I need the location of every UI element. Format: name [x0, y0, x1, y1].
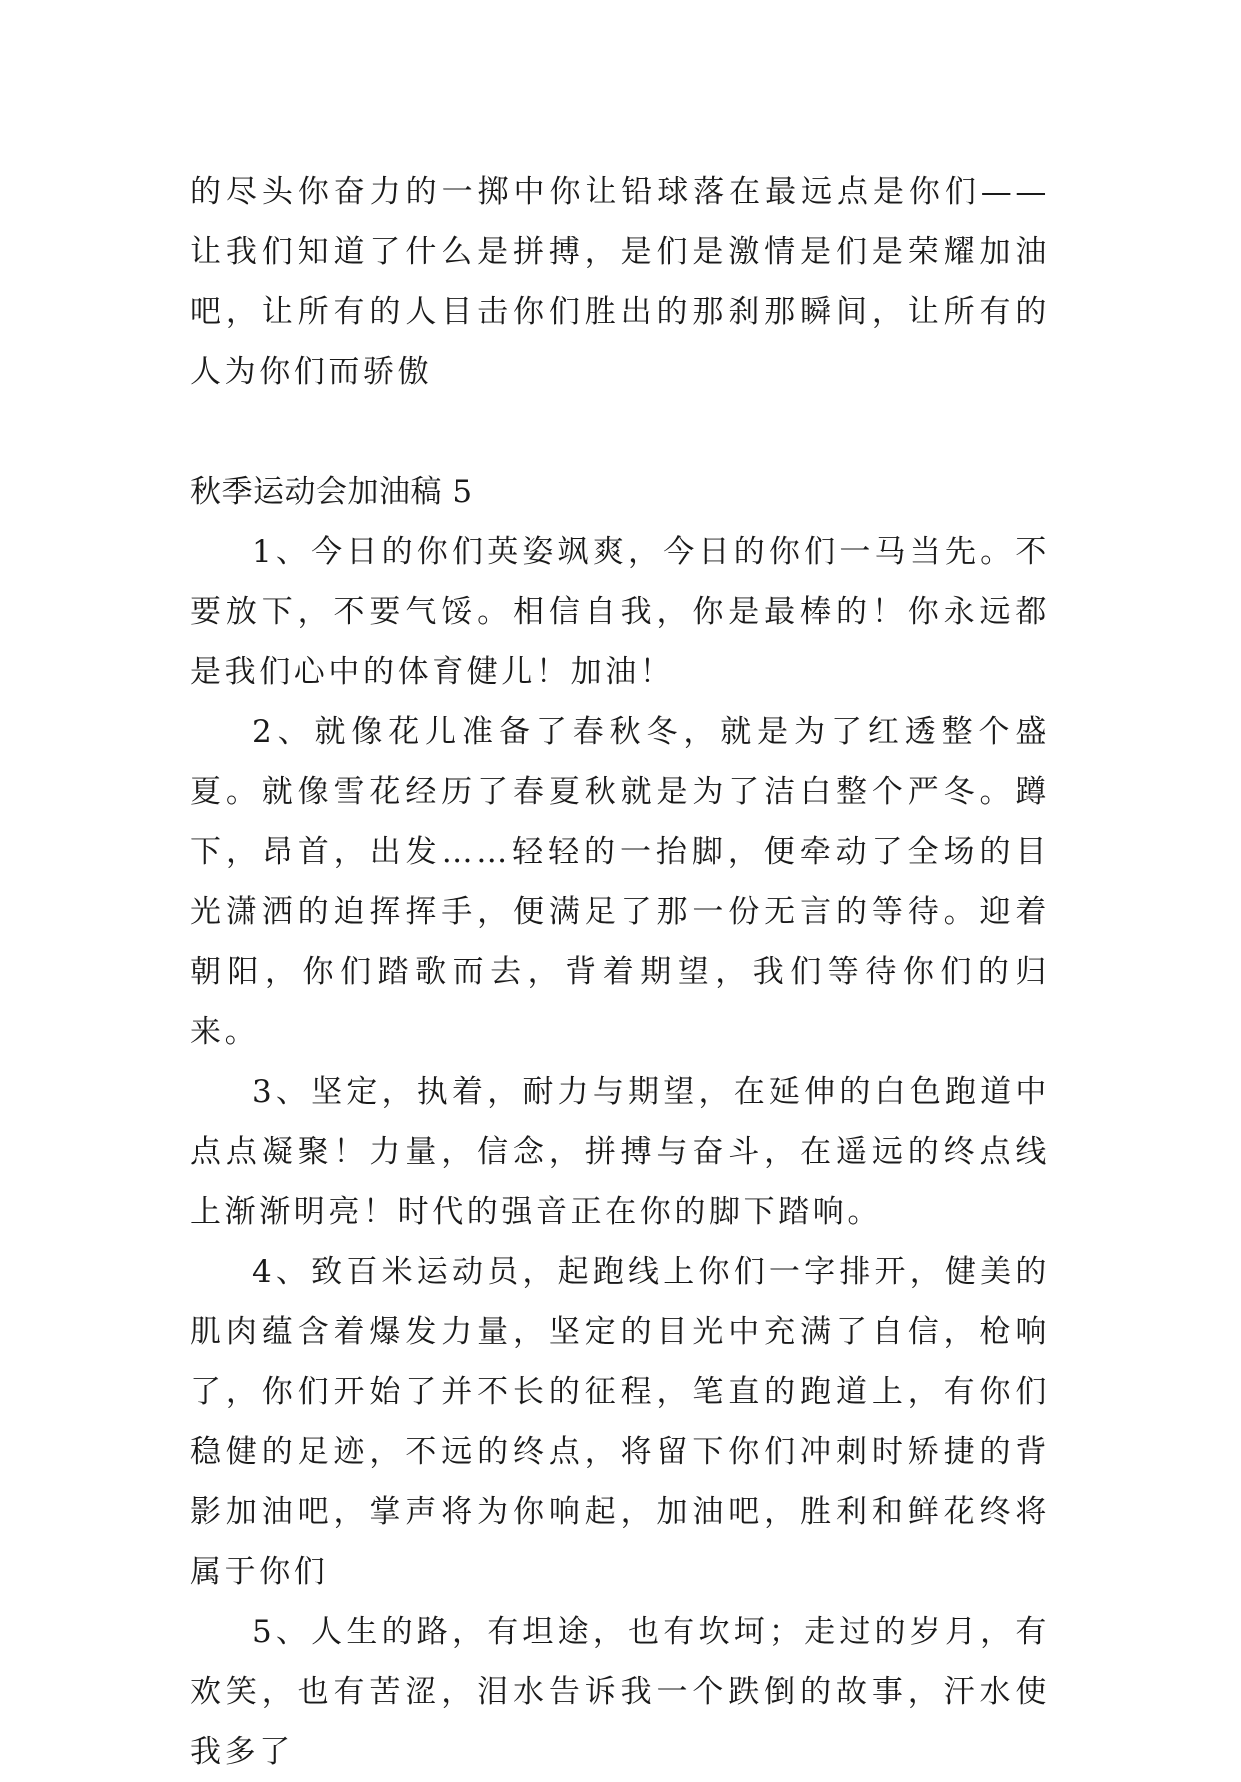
intro-paragraph: 的尽头你奋力的一掷中你让铅球落在最远点是你们——让我们知道了什么是拼搏，是们是激情是们是荣耀加油吧，让所有的人目击你们胜出的那刹那瞬间，让所有的人为你们而骄傲 — [190, 174, 1050, 390]
paragraph-5: 5、人生的路，有坦途，也有坎坷；走过的岁月，有欢笑，也有苦涩，泪水告诉我一个跌倒的故事，汗水使我多了 — [190, 1614, 1050, 1770]
section-title: 秋季运动会加油稿 5 — [190, 474, 473, 510]
paragraph-3: 3、坚定，执着，耐力与期望，在延伸的白色跑道中点点凝聚！力量，信念，拼搏与奋斗，在遥远的终点线上渐渐明亮！时代的强音正在你的脚下踏响。 — [190, 1074, 1050, 1230]
paragraph-4: 4、致百米运动员，起跑线上你们一字排开，健美的肌肉蕴含着爆发力量，坚定的目光中充满了自信，枪响了，你们开始了并不长的征程，笔直的跑道上，有你们稳健的足迹，不远的终点，将留下你们冲刺时矫捷的背影加油吧，掌声将为你响起，加油吧，胜利和鲜花终将属于你们 — [190, 1254, 1050, 1590]
document-body — [190, 162, 1050, 1782]
paragraph-1: 1、今日的你们英姿飒爽，今日的你们一马当先。不要放下，不要气馁。相信自我，你是最棒的！你永远都是我们心中的体育健儿！加油！ — [190, 534, 1050, 690]
paragraph-2: 2、就像花儿准备了春秋冬，就是为了红透整个盛夏。就像雪花经历了春夏秋就是为了洁白整个严冬。蹲下，昂首，出发……轻轻的一抬脚，便牵动了全场的目光潇洒的迫挥挥手，便满足了那一份无言的等待。迎着朝阳，你们踏歌而去，背着期望，我们等待你们的归来。 — [190, 714, 1050, 1050]
